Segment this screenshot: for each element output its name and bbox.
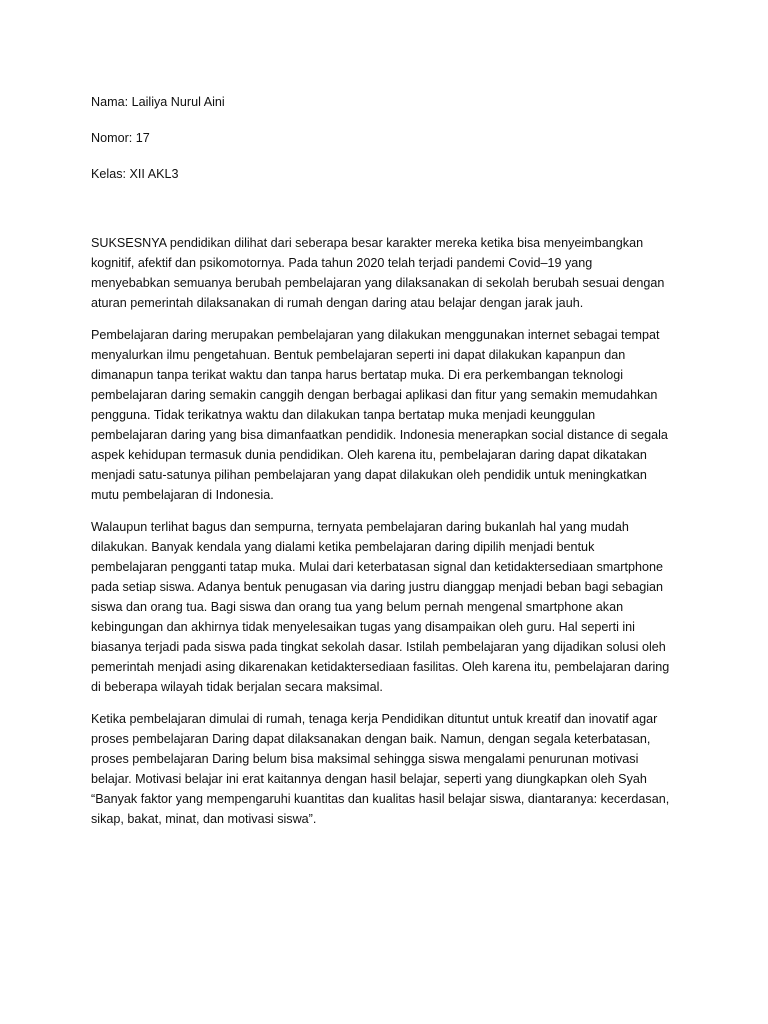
- text-line: sikap, bakat, minat, dan motivasi siswa”.: [91, 812, 317, 826]
- student-class: Kelas: XII AKL3: [91, 167, 179, 181]
- text-line: SUKSESNYA pendidikan dilihat dari seberapa besar karakter mereka ketika bisa menyeimbangkan: [91, 236, 644, 250]
- text-line: pemerintah menjadi asing dikarenakan ketidaktersediaan fasilitas. Oleh karena itu, pembelajaran daring: [91, 660, 670, 674]
- text-line: dilakukan. Banyak kendala yang dialami ketika pembelajaran daring dipilih menjadi bentuk: [91, 540, 595, 554]
- student-info: [91, 92, 683, 184]
- text-line: pembelajaran daring semakin canggih dengan berbagai aplikasi dan fitur yang semakin memudahkan: [91, 388, 658, 402]
- text-line: mutu pembelajaran di Indonesia.: [91, 488, 274, 502]
- text-line: Walaupun terlihat bagus dan sempurna, ternyata pembelajaran daring bukanlah hal yang mudah: [91, 520, 629, 534]
- paragraph-motivation: [91, 709, 683, 829]
- text-line: pengguna. Tidak terikatnya waktu dan dilakukan tanpa bertatap muka menjadi keunggulan: [91, 408, 596, 422]
- text-line: aturan pemerintah dilaksanakan di rumah dengan daring atau belajar dengan jarak jauh.: [91, 296, 584, 310]
- text-line: pada setiap siswa. Adanya bentuk penugasan via daring justru dianggap menjadi beban bagi sebagian: [91, 580, 664, 594]
- text-line: pembelajaran pengganti tatap muka. Mulai dari keterbatasan signal dan ketidaktersediaan smartphone: [91, 560, 663, 574]
- text-line: Pembelajaran daring merupakan pembelajaran yang dilakukan menggunakan internet sebagai tempat: [91, 328, 660, 342]
- text-line: siswa dan orang tua. Bagi siswa dan orang tua yang belum pernah mengenal smartphone akan: [91, 600, 624, 614]
- text-line: menjadi satu-satunya pilihan pembelajaran yang dapat dilakukan oleh pendidik untuk meningkatkan: [91, 468, 647, 482]
- text-line: belajar. Motivasi belajar ini erat kaitannya dengan hasil belajar, seperti yang diungkapkan oleh Syah: [91, 772, 647, 786]
- document-body: [91, 92, 683, 841]
- text-line: proses pembelajaran Daring dapat dilaksanakan dengan baik. Namun, dengan segala keterbatasan,: [91, 732, 651, 746]
- student-number: Nomor: 17: [91, 131, 150, 145]
- text-line: menyalurkan ilmu pengetahuan. Bentuk pembelajaran seperti ini dapat dilakukan kapanpun dan: [91, 348, 626, 362]
- text-line: pembelajaran daring yang bisa dimanfaatkan pendidik. Indonesia menerapkan social distance di segala: [91, 428, 668, 442]
- paragraph-obstacles: [91, 517, 683, 697]
- text-line: di beberapa wilayah tidak berjalan secara maksimal.: [91, 680, 383, 694]
- text-line: proses pembelajaran Daring belum bisa maksimal sehingga siswa mengalami penurunan motivasi: [91, 752, 639, 766]
- text-line: dimanapun tanpa terikat waktu dan tanpa harus bertatap muka. Di era perkembangan teknologi: [91, 368, 624, 382]
- text-line: menyebabkan semuanya berubah pembelajaran yang dilaksanakan di sekolah berubah sesuai dengan: [91, 276, 665, 290]
- text-line: kebingungan dan akhirnya tidak menyelesaikan tugas yang disampaikan oleh guru. Hal seperti ini: [91, 620, 635, 634]
- student-name: Nama: Lailiya Nurul Aini: [91, 95, 225, 109]
- text-line: “Banyak faktor yang mempengaruhi kuantitas dan kualitas hasil belajar siswa, diantaranya: kecerdasan,: [91, 792, 670, 806]
- text-line: Ketika pembelajaran dimulai di rumah, tenaga kerja Pendidikan dituntut untuk kreatif dan inovatif agar: [91, 712, 658, 726]
- text-line: biasanya terjadi pada siswa pada tingkat sekolah dasar. Istilah pembelajaran yang dijadikan solusi oleh: [91, 640, 666, 654]
- paragraph-intro: [91, 233, 683, 313]
- text-line: aspek kehidupan termasuk dunia pendidikan. Oleh karena itu, pembelajaran daring dapat dikatakan: [91, 448, 647, 462]
- paragraph-online-learning: [91, 325, 683, 505]
- text-line: kognitif, afektif dan psikomotornya. Pada tahun 2020 telah terjadi pandemi Covid–19 yang: [91, 256, 593, 270]
